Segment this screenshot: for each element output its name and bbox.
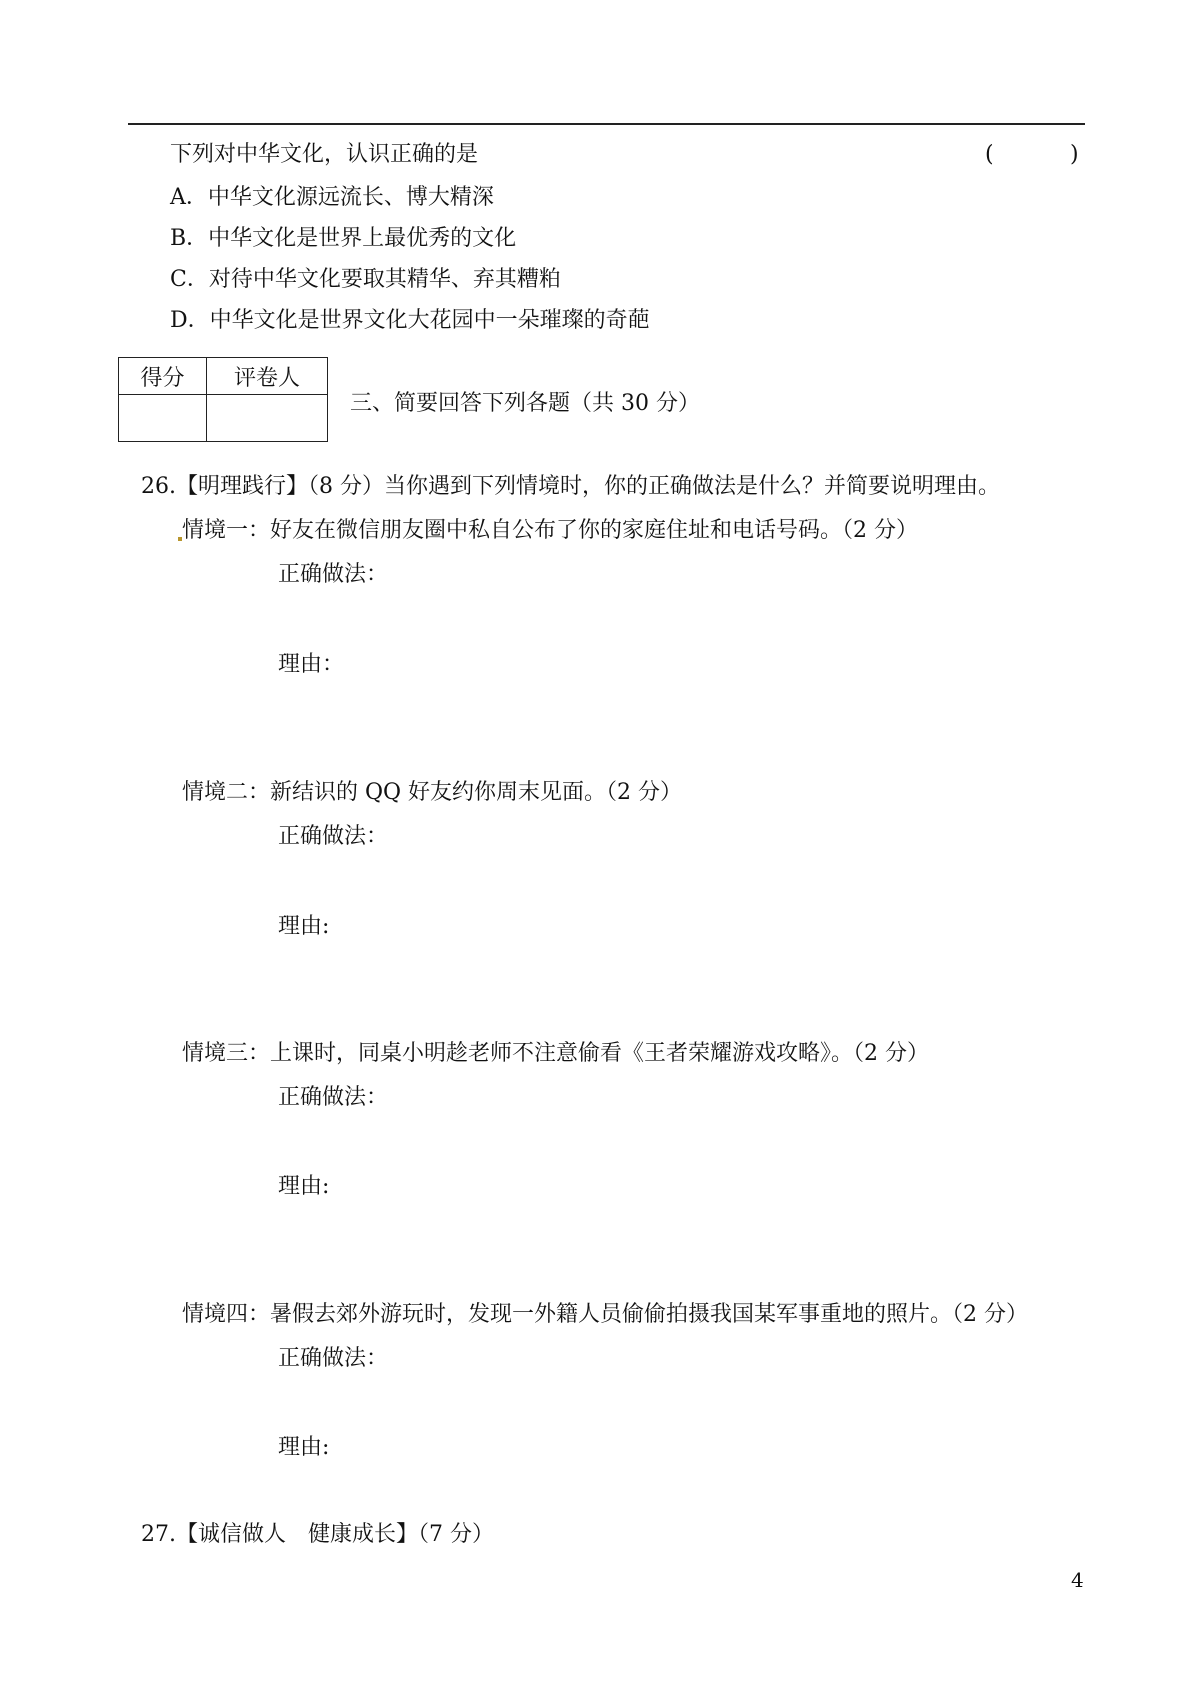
question-25-stem: 下列对中华文化，认识正确的是 <box>170 142 479 167</box>
scenario-4-correct-label: 正确做法： <box>278 1346 389 1371</box>
scenario-2-correct-label: 正确做法： <box>278 824 389 849</box>
section-3-title: 三、简要回答下列各题（共 30 分） <box>350 391 700 416</box>
page-number: 4 <box>1071 1568 1084 1592</box>
scenario-3-correct-label: 正确做法： <box>278 1085 389 1110</box>
grader-cell[interactable] <box>207 395 328 442</box>
grader-header: 评卷人 <box>207 358 328 395</box>
option-b: B．中华文化是世界上最优秀的文化 <box>170 226 517 251</box>
option-c: C．对待中华文化要取其精华、弃其糟粕 <box>170 267 561 292</box>
score-table <box>118 357 328 442</box>
scenario-4-text: 情境四：暑假去郊外游玩时，发现一外籍人员偷偷拍摄我国某军事重地的照片。（2 分） <box>182 1302 1028 1327</box>
header-rule <box>128 123 1085 125</box>
scenario-2-text: 情境二：新结识的 QQ 好友约你周末见面。（2 分） <box>182 780 683 805</box>
scenario-1-reason-label: 理由： <box>278 652 345 677</box>
question-26-title: 26.【明理践行】（8 分）当你遇到下列情境时，你的正确做法是什么？并简要说明理由。 <box>141 474 1000 499</box>
scenario-4-reason-label: 理由: <box>278 1435 330 1460</box>
scenario-1-text: 情境一：好友在微信朋友圈中私自公布了你的家庭住址和电话号码。（2 分） <box>182 518 918 543</box>
option-d: D．中华文化是世界文化大花园中一朵璀璨的奇葩 <box>170 308 650 333</box>
question-27-title: 27.【诚信做人 健康成长】（7 分） <box>141 1522 494 1547</box>
answer-paren-open: ( <box>985 142 994 167</box>
option-a: A．中华文化源远流长、博大精深 <box>170 185 494 210</box>
scenario-3-reason-label: 理由: <box>278 1174 330 1199</box>
scenario-1-correct-label: 正确做法： <box>278 562 389 587</box>
score-cell[interactable] <box>119 395 207 442</box>
scenario-3-text: 情境三：上课时，同桌小明趁老师不注意偷看《王者荣耀游戏攻略》。（2 分） <box>182 1041 929 1066</box>
answer-paren-close: ) <box>1070 142 1079 167</box>
score-header: 得分 <box>119 358 207 395</box>
scenario-2-reason-label: 理由: <box>278 914 330 939</box>
